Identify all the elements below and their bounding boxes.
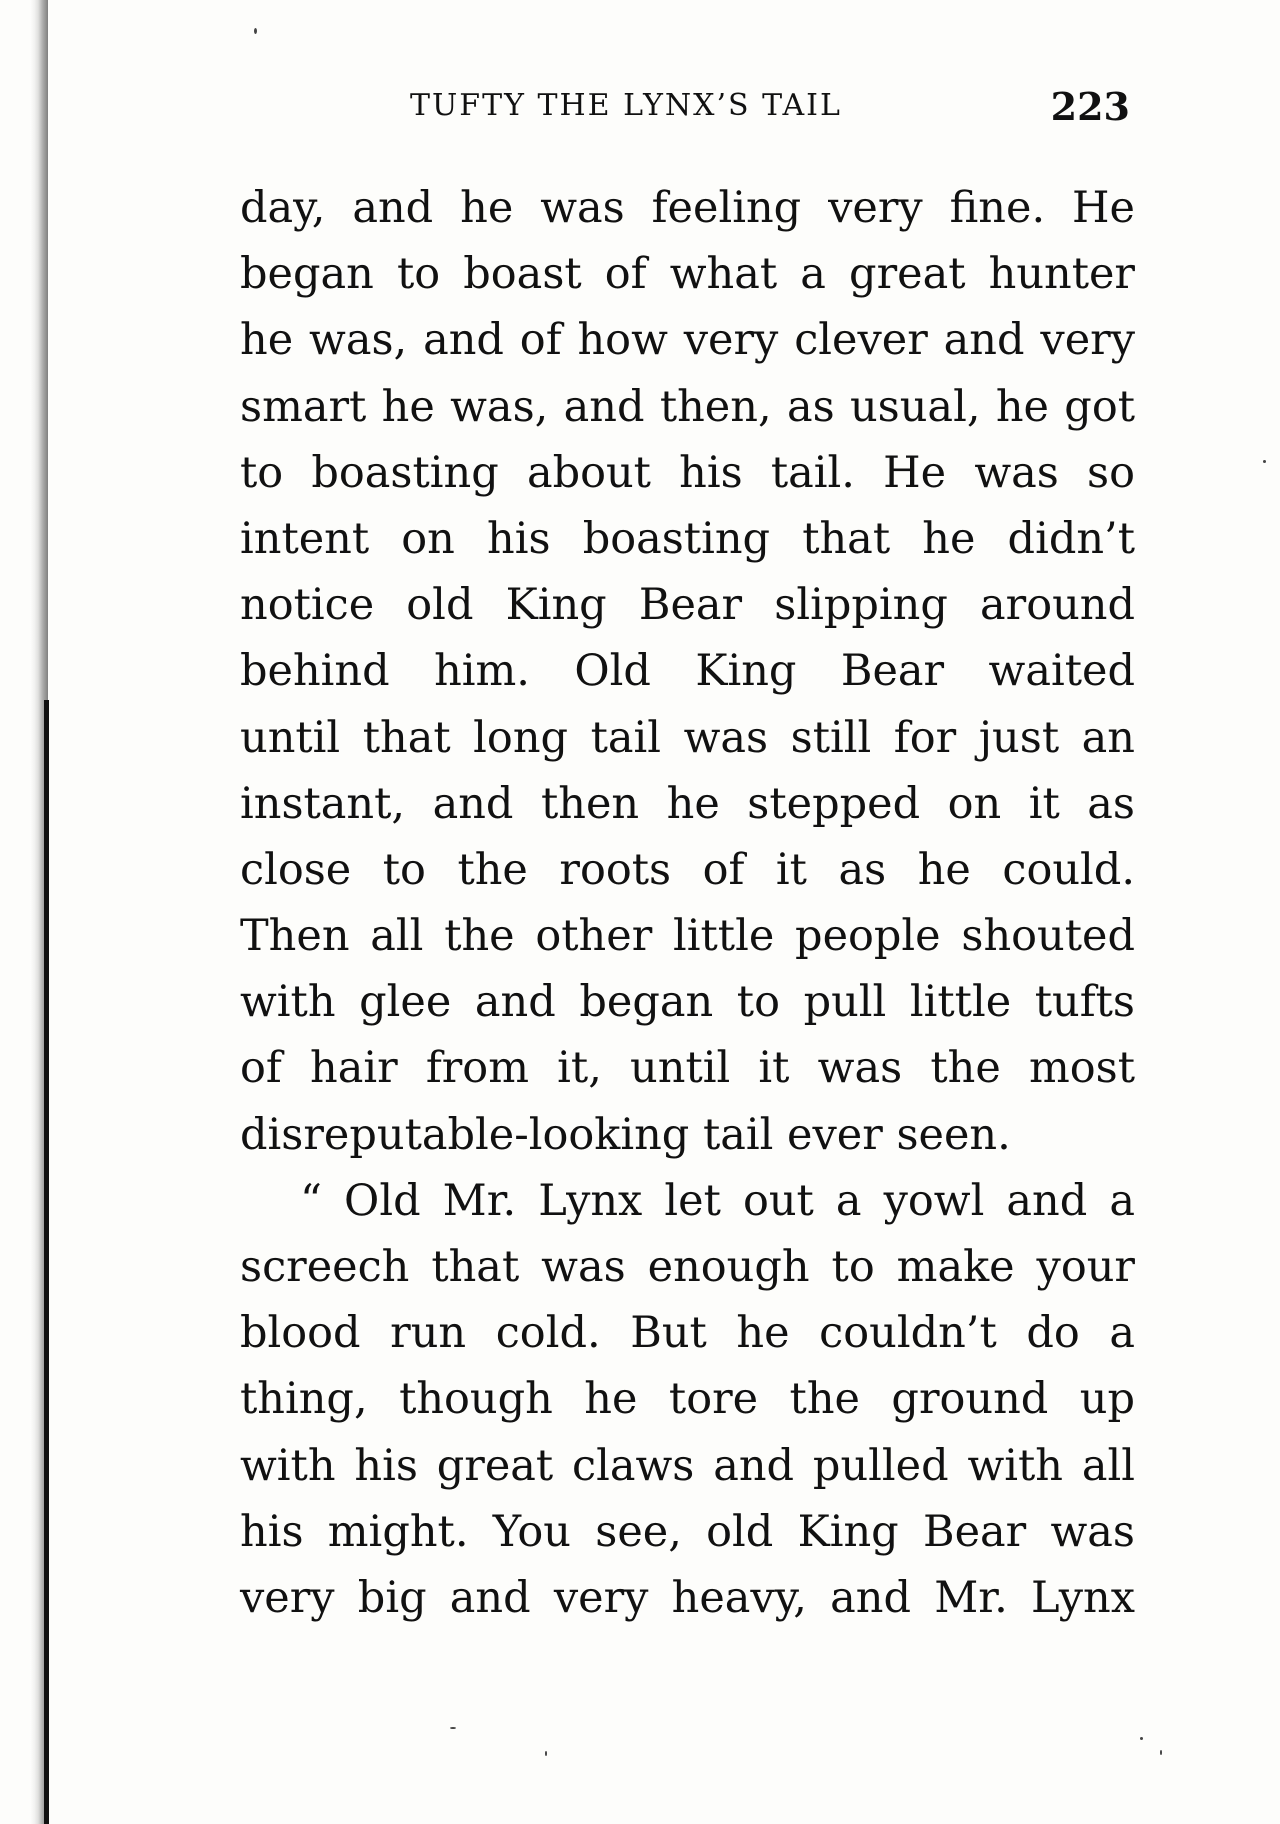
text-line: until that long tail was still for just an xyxy=(240,712,1135,763)
text-line: his might. You see, old King Bear was xyxy=(240,1506,1135,1557)
body-text xyxy=(240,175,1135,1631)
text-line: thing, though he tore the ground up xyxy=(240,1374,1135,1425)
text-line: began to boast of what a great hunter xyxy=(240,249,1135,300)
text-line: with his great claws and pulled with all xyxy=(240,1440,1135,1491)
running-head-title: TUFTY THE LYNX’S TAIL xyxy=(410,88,842,123)
scan-speck xyxy=(1263,460,1266,463)
text-line: intent on his boasting that he didn’t xyxy=(240,513,1135,564)
text-line: smart he was, and then, as usual, he got xyxy=(240,381,1135,432)
text-line: Then all the other little people shouted xyxy=(240,911,1135,962)
scan-speck xyxy=(1160,1750,1162,1755)
text-line: “ Old Mr. Lynx let out a yowl and a xyxy=(300,1175,1135,1226)
text-line: blood run cold. But he couldn’t do a xyxy=(240,1308,1135,1359)
text-line: of hair from it, until it was the most xyxy=(240,1043,1135,1094)
binding-edge-line xyxy=(44,700,49,1824)
text-line: he was, and of how very clever and very xyxy=(240,315,1135,366)
scan-speck xyxy=(545,1751,547,1756)
text-line: screech that was enough to make your xyxy=(240,1242,1135,1292)
text-line: disreputable-looking tail ever seen. xyxy=(240,1109,1011,1160)
scan-speck xyxy=(254,28,257,34)
scan-speck xyxy=(450,1727,456,1729)
text-line: notice old King Bear slipping around xyxy=(240,580,1135,631)
text-line: day, and he was feeling very fine. He xyxy=(240,183,1135,233)
running-head xyxy=(410,84,1130,138)
text-line: with glee and began to pull little tufts xyxy=(240,977,1135,1028)
text-line: to boasting about his tail. He was so xyxy=(240,447,1135,498)
text-line: instant, and then he stepped on it as xyxy=(240,778,1135,829)
page-number: 223 xyxy=(1050,84,1130,129)
text-line: behind him. Old King Bear waited xyxy=(240,646,1135,697)
text-line: very big and very heavy, and Mr. Lynx xyxy=(240,1572,1135,1623)
text-line: close to the roots of it as he could. xyxy=(240,844,1135,895)
scan-speck xyxy=(1140,1737,1143,1740)
